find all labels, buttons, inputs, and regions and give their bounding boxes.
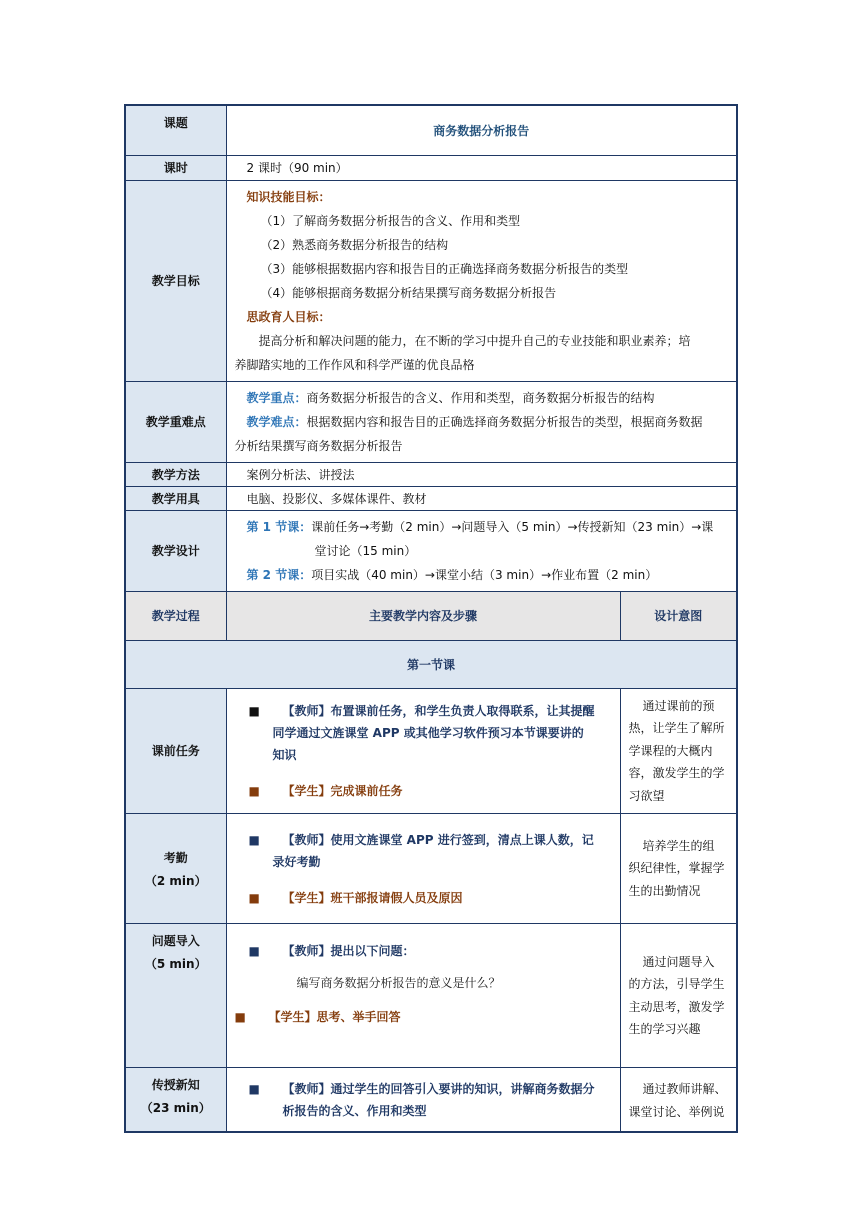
teacher-bullet — [249, 940, 612, 962]
lesson-title: 商务数据分析报告 — [226, 105, 737, 155]
tools-row — [125, 486, 737, 510]
teacher-text: 【教师】布置课前任务，和学生负责人取得联系，让其提醒 — [282, 703, 595, 718]
intent-line: 培养学生的组 — [642, 838, 715, 853]
difficulty-text-1: 根据数据内容和报告目的正确选择商务数据分析报告的类型，根据商务数据 — [306, 414, 703, 429]
objectives-content — [226, 180, 737, 381]
intent-line: 热，让学生了解所 — [628, 721, 725, 735]
hours-label: 课时 — [125, 155, 226, 180]
objectives-row — [125, 180, 737, 381]
pre-class-intent — [620, 688, 737, 814]
intent-line: 生的学习兴趣 — [628, 1022, 701, 1036]
attendance-intent — [620, 814, 737, 924]
bullet-square-icon: ■ — [234, 1010, 246, 1024]
topic-label: 课题 — [125, 105, 226, 155]
teach-content — [226, 1068, 620, 1132]
student-bullet — [235, 1006, 612, 1028]
pre-class-label: 课前任务 — [125, 688, 226, 814]
difficulty-label: 教学难点： — [246, 414, 307, 429]
teacher-bullet — [249, 1078, 612, 1122]
content-col-header: 主要教学内容及步骤 — [226, 591, 620, 640]
attendance-title: 考勤 — [163, 850, 188, 865]
teacher-text: 【教师】通过学生的回答引入要讲的知识，讲解商务数据分 — [282, 1082, 595, 1096]
knowledge-item: （3）能够根据数据内容和报告目的正确选择商务数据分析报告的类型 — [260, 261, 629, 276]
attendance-content — [226, 814, 620, 924]
focus-label: 教学重点： — [246, 390, 307, 405]
intent-col-header: 设计意图 — [620, 591, 737, 640]
process-col-header: 教学过程 — [125, 591, 226, 640]
intent-line: 课堂讨论、举例说 — [628, 1104, 725, 1119]
tools-value: 电脑、投影仪、多媒体课件、教材 — [226, 486, 737, 510]
session2-label: 第 2 节课： — [246, 567, 312, 582]
key-points-content — [226, 381, 737, 462]
attendance-row — [125, 814, 737, 924]
methods-label: 教学方法 — [125, 462, 226, 486]
intent-line: 学课程的大概内 — [628, 743, 713, 758]
teacher-bullet — [249, 700, 612, 766]
intent-line: 的方法，引导学生 — [628, 977, 725, 991]
intent-line: 主动思考，激发学 — [628, 999, 725, 1014]
teach-intent — [620, 1068, 737, 1132]
tools-label: 教学用具 — [125, 486, 226, 510]
ideology-heading: 思政育人目标： — [246, 309, 331, 324]
teacher-text: 同学通过文旌课堂 APP 或其他学习软件预习本节课要讲的 — [272, 725, 584, 740]
lesson-plan-table — [124, 104, 738, 1133]
bullet-square-icon: ■ — [248, 944, 260, 958]
methods-row — [125, 462, 737, 486]
design-content — [226, 510, 737, 591]
teach-label — [125, 1068, 226, 1132]
session2-text: 项目实战（40 min）→课堂小结（3 min）→作业布置（2 min） — [311, 567, 658, 582]
intro-content — [226, 924, 620, 1068]
student-text: 【学生】思考、举手回答 — [268, 1010, 401, 1024]
attendance-time: （2 min） — [144, 873, 207, 888]
knowledge-item: （4）能够根据商务数据分析结果撰写商务数据分析报告 — [260, 285, 557, 300]
intro-intent — [620, 924, 737, 1068]
pre-class-row — [125, 688, 737, 814]
teacher-text: 录好考勤 — [272, 854, 321, 869]
design-label: 教学设计 — [125, 510, 226, 591]
bullet-square-icon: ■ — [248, 703, 260, 718]
difficulty-text-2: 分析结果撰写商务数据分析报告 — [234, 438, 403, 453]
teacher-bullet — [249, 829, 612, 873]
design-row — [125, 510, 737, 591]
key-points-row — [125, 381, 737, 462]
teach-row — [125, 1068, 737, 1132]
knowledge-item: （2）熟悉商务数据分析报告的结构 — [260, 237, 449, 252]
intro-title: 问题导入 — [151, 934, 200, 948]
section-row — [125, 640, 737, 688]
topic-row — [125, 105, 737, 155]
attendance-label — [125, 814, 226, 924]
intent-line: 容，激发学生的学 — [628, 766, 725, 780]
bullet-square-icon: ■ — [248, 832, 260, 847]
intent-line: 织纪律性，掌握学 — [628, 861, 725, 876]
student-bullet — [249, 887, 612, 909]
bullet-square-icon: ■ — [248, 783, 260, 798]
ideology-text-1: 提高分析和解决问题的能力，在不断的学习中提升自己的专业技能和职业素养；培 — [258, 333, 691, 348]
bullet-square-icon: ■ — [248, 1082, 260, 1096]
ideology-text-2: 养脚踏实地的工作作风和科学严谨的优良品格 — [234, 357, 475, 372]
methods-value: 案例分析法、讲授法 — [226, 462, 737, 486]
hours-value: 2 课时（90 min） — [226, 155, 737, 180]
session1-text-2: 堂讨论（15 min） — [314, 543, 417, 558]
intent-line: 通过教师讲解、 — [642, 1082, 727, 1096]
teacher-text: 【教师】使用文旌课堂 APP 进行签到，清点上课人数，记 — [282, 832, 594, 847]
student-text: 【学生】完成课前任务 — [282, 783, 403, 798]
intent-line: 生的出勤情况 — [628, 883, 701, 898]
teach-time: （23 min） — [140, 1101, 211, 1115]
process-header-row — [125, 591, 737, 640]
key-points-label: 教学重难点 — [125, 381, 226, 462]
intent-line: 习欲望 — [628, 788, 665, 803]
teach-title: 传授新知 — [151, 1078, 200, 1092]
student-bullet — [249, 780, 612, 802]
session1-label: 第 1 节课： — [246, 519, 312, 534]
knowledge-item: （1）了解商务数据分析报告的含义、作用和类型 — [260, 213, 521, 228]
objectives-label: 教学目标 — [125, 180, 226, 381]
pre-class-content — [226, 688, 620, 814]
hours-row — [125, 155, 737, 180]
teacher-text: 析报告的含义、作用和类型 — [282, 1104, 427, 1118]
intent-line: 通过课前的预 — [642, 698, 715, 713]
intent-line: 通过问题导入 — [642, 954, 715, 969]
section-title: 第一节课 — [125, 640, 737, 688]
focus-text: 商务数据分析报告的含义、作用和类型，商务数据分析报告的结构 — [306, 390, 655, 405]
student-text: 【学生】班干部报请假人员及原因 — [282, 890, 463, 905]
session1-text-1: 课前任务→考勤（2 min）→问题导入（5 min）→传授新知（23 min）→课 — [311, 519, 714, 534]
intro-label — [125, 924, 226, 1068]
teacher-text: 【教师】提出以下问题： — [282, 944, 415, 958]
knowledge-heading: 知识技能目标： — [246, 189, 331, 204]
intro-row — [125, 924, 737, 1068]
intro-time: （5 min） — [144, 957, 207, 971]
teacher-text: 知识 — [272, 747, 297, 762]
bullet-square-icon: ■ — [248, 890, 260, 905]
question-text: 编写商务数据分析报告的意义是什么？ — [296, 976, 501, 990]
